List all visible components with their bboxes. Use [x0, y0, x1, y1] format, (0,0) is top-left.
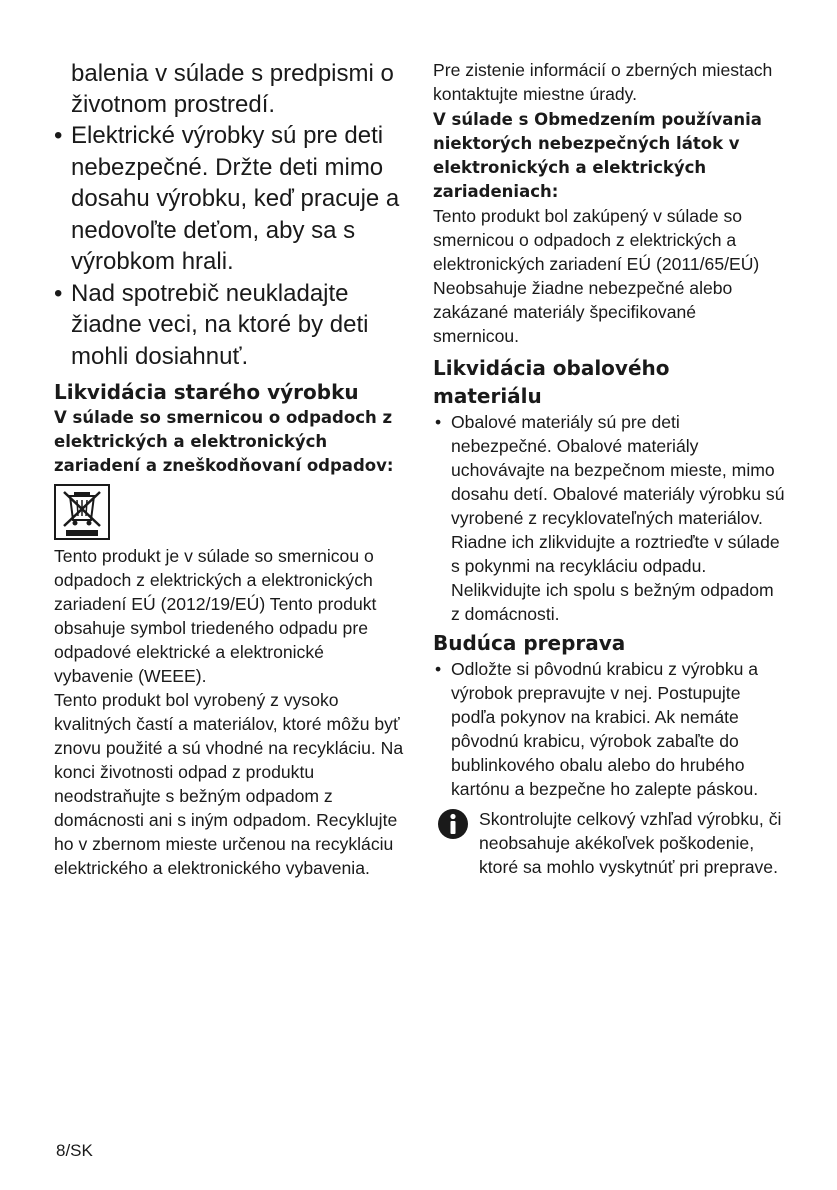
- packaging-heading: Likvidácia obalového materiálu: [433, 356, 670, 408]
- safety-bullet: • Elektrické výrobky sú pre deti nebezpečné. Držte deti mimo dosahu výrobku, keď pracuje a nedovoľte deťom, aby sa s výrobkom hrali.: [54, 120, 404, 278]
- page-number: 8/SK: [56, 1141, 93, 1160]
- packaging-bullet-list: [433, 410, 785, 626]
- info-note: [433, 807, 785, 879]
- weee-bin-icon: [54, 484, 110, 540]
- safety-bullet: • Nad spotrebič neukladajte žiadne veci, na ktoré by deti mohli dosiahnuť.: [54, 278, 404, 373]
- rohs-subheading: V súlade s Obmedzením používania niektorých nebezpečných látok v elektronických a elektrických zariadeniach:: [433, 110, 762, 201]
- intro-continuation: balenia v súlade s predpismi o životnom prostredí.: [71, 60, 394, 118]
- transport-bullet: • Odložte si pôvodnú krabicu z výrobku a výrobok prepravujte v nej. Postupujte podľa pokynov na krabici. Ak nemáte pôvodnú krabicu, výrobok zabaľte do bublinkového obalu alebo do hrubého kartónu a bezpečne ho zalepte páskou.: [433, 657, 785, 801]
- collection-info: Pre zistenie informácií o zberných miestach kontaktujte miestne úrady.: [433, 60, 773, 104]
- disposal-paragraph-2: Tento produkt bol vyrobený z vysoko kvalitných častí a materiálov, ktoré môžu byť znovu použité a sú vhodné na recykláciu. Na konci životnosti odpad z produktu neodstraňujte s bežným odpadom z domácnosti ani s iným odpadom. Recyklujte ho v zbernom mieste určenou na recykláciu elektrického a elektronického vybavenia.: [54, 690, 404, 878]
- right-column: [433, 58, 785, 879]
- left-column: [54, 58, 404, 880]
- disposal-heading: Likvidácia starého výrobku: [54, 380, 359, 404]
- transport-bullet-list: [433, 657, 785, 801]
- info-icon: [437, 808, 469, 840]
- packaging-bullet: • Obalové materiály sú pre deti nebezpečné. Obalové materiály uchovávajte na bezpečnom mieste, mimo dosahu detí. Obalové materiály výrobku sú vyrobené z recyklovateľných materiálov. Riadne ich zlikvidujte a roztrieďte v súlade s pokynmi na recykláciu odpadu. Nelikvidujte ich spolu s bežným odpadom z domácnosti.: [433, 410, 785, 626]
- safety-bullet-list: [54, 120, 404, 372]
- rohs-paragraph: Tento produkt bol zakúpený v súlade so smernicou o odpadoch z elektrických a elektronických zariadení EÚ (2011/65/EÚ) Neobsahuje žiadne nebezpečné alebo zakázané materiály špecifikované smernicou.: [433, 206, 760, 346]
- disposal-paragraph-1: Tento produkt je v súlade so smernicou o odpadoch z elektrických a elektronických zariadení EÚ (2012/19/EÚ) Tento produkt obsahuje symbol triedeného odpadu pre odpadové elektrické a elektronické vybavenie (WEEE).: [54, 546, 377, 686]
- disposal-subheading: V súlade so smernicou o odpadoch z elektrických a elektronických zariadení a zneškodňovaní odpadov:: [54, 408, 394, 475]
- info-note-text: Skontrolujte celkový vzhľad výrobku, či neobsahuje akékoľvek poškodenie, ktoré sa mohlo vyskytnúť pri preprave.: [479, 809, 782, 877]
- transport-heading: Budúca preprava: [433, 631, 626, 655]
